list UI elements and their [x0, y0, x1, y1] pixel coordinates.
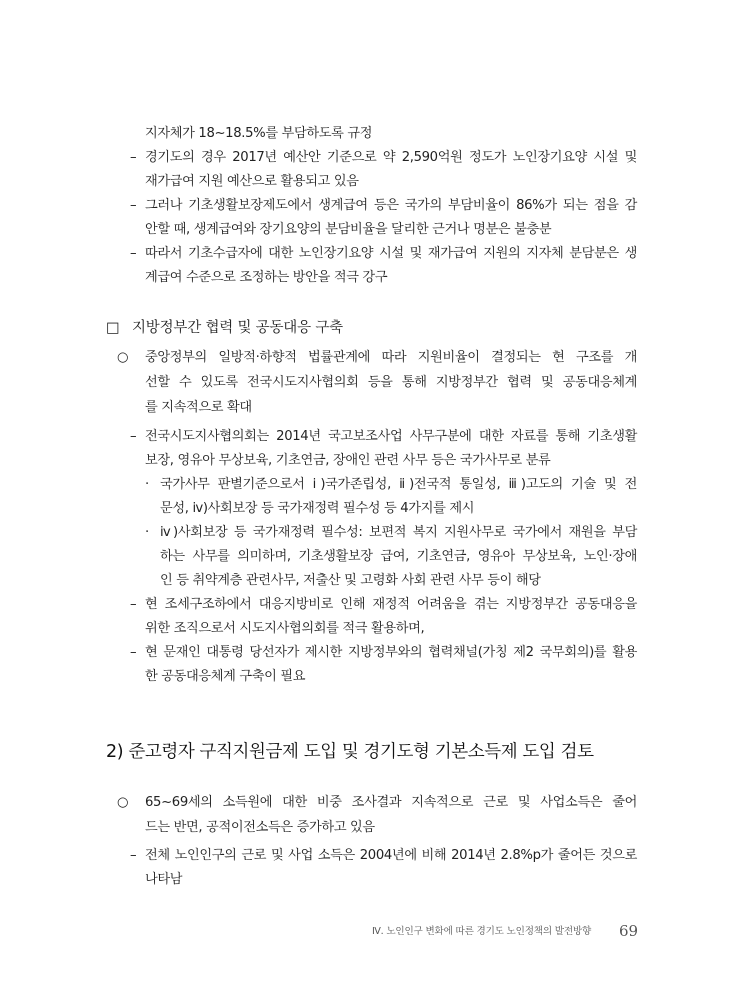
paragraph-line: 나타남 — [145, 872, 183, 887]
section-heading: 지방정부간 협력 및 공동대응 구축 — [132, 320, 343, 336]
paragraph-line: 현 문재인 대통령 당선자가 제시한 지방정부와의 협력채널(가칭 제2 국무회의)를 활용 — [145, 645, 637, 660]
paragraph-line: 를 지속적으로 확대 — [145, 400, 252, 415]
dash-marker: – — [130, 645, 137, 660]
paragraph-line: 인 등 취약계층 관련사무, 저출산 및 고령화 사회 관련 사무 등이 해당 — [160, 573, 541, 588]
paragraph-line: 드는 반면, 공적이전소득은 증가하고 있음 — [145, 820, 375, 835]
paragraph-line: 안할 때, 생계급여와 장기요양의 분담비율을 달리한 근거나 명분은 불충분 — [145, 222, 552, 237]
dash-marker: – — [130, 198, 137, 213]
paragraph-line: 중앙정부의 일방적·하향적 법률관계에 따라 지원비율이 결정되는 현 구조를 개 — [145, 350, 637, 365]
dash-marker: – — [130, 150, 137, 165]
paragraph-line: 재가급여 지원 예산으로 활용되고 있음 — [145, 174, 359, 189]
square-bullet: □ — [106, 320, 120, 336]
dash-marker: – — [130, 246, 137, 261]
circle-bullet: ○ — [117, 350, 129, 365]
paragraph-line: 보장, 영유아 무상보육, 기초연금, 장애인 관련 사무 등은 국가사무로 분류 — [145, 453, 551, 468]
paragraph-line: 따라서 기초수급자에 대한 노인장기요양 시설 및 재가급여 지원의 지자체 분담분은 생 — [145, 246, 637, 261]
paragraph-line: 현 조세구조하에서 대응지방비로 인해 재정적 어려움을 겪는 지방정부간 공동대응을 — [145, 597, 637, 612]
paragraph-line: 국가사무 판별기준으로서 ⅰ)국가존립성, ⅱ)전국적 통일성, ⅲ)고도의 기술 및 전 — [160, 477, 637, 492]
paragraph-line: 전체 노인인구의 근로 및 사업 소득은 2004년에 비해 2014년 2.8%p가 줄어든 것으로 — [145, 848, 637, 863]
running-footer: Ⅳ. 노인인구 변화에 따른 경기도 노인정책의 발전방향 — [372, 926, 592, 937]
subsection-title: 2) 준고령자 구직지원금제 도입 및 경기도형 기본소득제 도입 검토 — [106, 742, 594, 762]
dash-marker: – — [130, 429, 137, 444]
dot-marker: · — [145, 525, 150, 540]
dash-marker: – — [130, 597, 137, 612]
paragraph-line: 하는 사무를 의미하며, 기초생활보장 급여, 기초연금, 영유아 무상보육, 노인·장애 — [160, 549, 637, 564]
dot-marker: · — [145, 477, 150, 492]
paragraph-line: 위한 조직으로서 시도지사협의회를 적극 활용하며, — [145, 621, 425, 636]
paragraph-line: 경기도의 경우 2017년 예산안 기준으로 약 2,590억원 정도가 노인장기요양 시설 및 — [145, 150, 637, 165]
paragraph-line: 65~69세의 소득원에 대한 비중 조사결과 지속적으로 근로 및 사업소득은 줄어 — [145, 795, 637, 810]
circle-bullet: ○ — [117, 795, 129, 810]
paragraph-line: 전국시도지사협의회는 2014년 국고보조사업 사무구분에 대한 자료를 통해 기초생활 — [145, 429, 637, 444]
dash-marker: – — [130, 848, 137, 863]
paragraph-line: 한 공동대응체계 구축이 필요 — [145, 669, 306, 684]
paragraph-line: 그러나 기초생활보장제도에서 생계급여 등은 국가의 부담비율이 86%가 되는 점을 감 — [145, 198, 637, 213]
paragraph-line: 선할 수 있도록 전국시도지사협의회 등을 통해 지방정부간 협력 및 공동대응체계 — [145, 375, 637, 390]
paragraph-line: 문성, ⅳ)사회보장 등 국가재정력 필수성 등 4가지를 제시 — [160, 501, 475, 516]
paragraph-line: 계급여 수준으로 조정하는 방안을 적극 강구 — [145, 270, 388, 285]
paragraph-line: ⅳ)사회보장 등 국가재정력 필수성: 보편적 복지 지원사무로 국가에서 재원을 부담 — [160, 525, 637, 540]
page-number: 69 — [619, 922, 639, 940]
paragraph-line: 지자체가 18~18.5%를 부담하도록 규정 — [145, 126, 373, 141]
